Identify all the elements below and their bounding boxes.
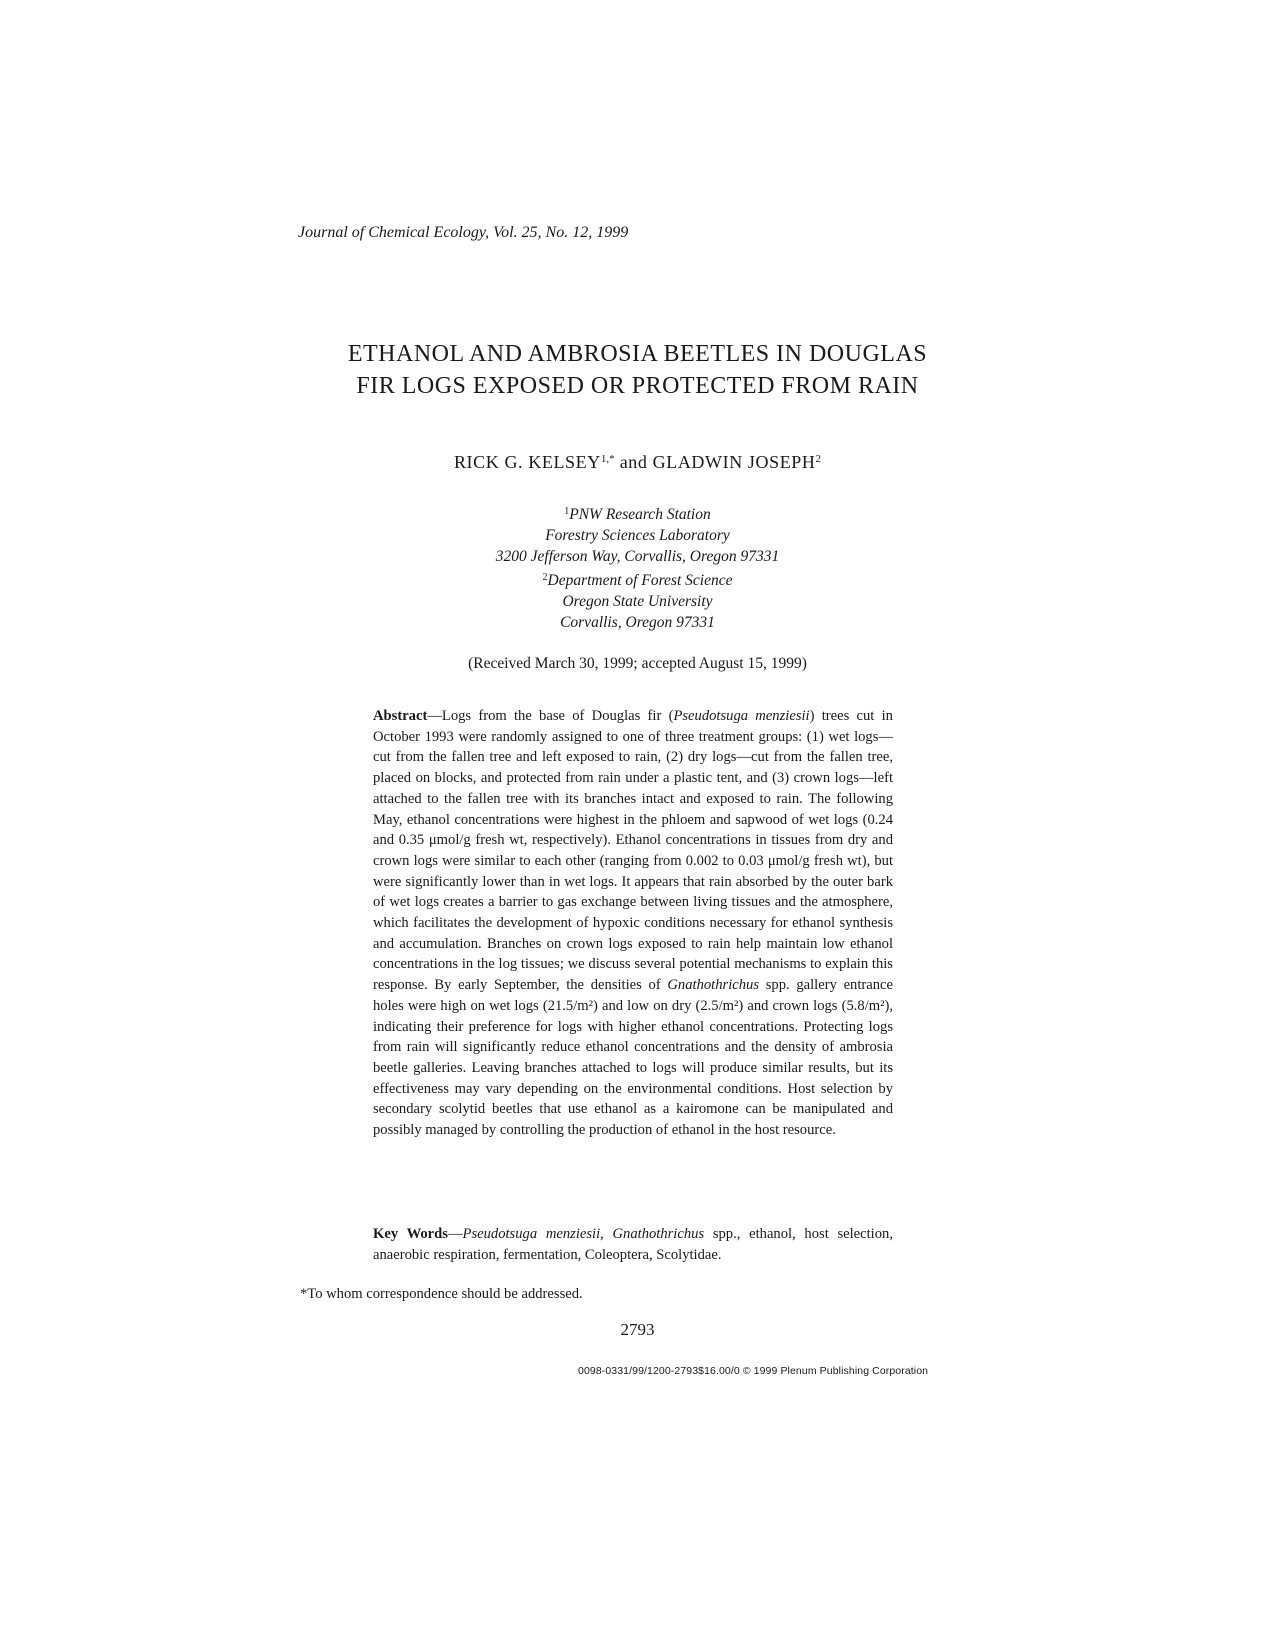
author-2-mark: 2	[815, 453, 822, 465]
author-list	[0, 452, 1275, 473]
affiliation-1-line-3: 3200 Jefferson Way, Corvallis, Oregon 97331	[495, 548, 780, 565]
affiliation-1-mark: 1	[564, 506, 570, 517]
keywords-rest: spp., ethanol, host selection, anaerobic respiration, fermentation, Coleoptera, Scolytidae.	[373, 1226, 893, 1263]
author-name-1: RICK G. KELSEY	[453, 452, 601, 472]
abstract	[373, 706, 893, 1141]
keyword-1: Pseudotsuga menziesii	[462, 1226, 601, 1242]
keywords-dash: —	[447, 1226, 463, 1242]
affiliation-1-line-2: Forestry Sciences Laboratory	[545, 527, 730, 544]
author-1-mark: 1,*	[600, 453, 615, 465]
abstract-text-1: Logs from the base of Douglas fir (	[441, 708, 674, 724]
abstract-label: Abstract	[373, 708, 428, 724]
title-line-2: FIR LOGS EXPOSED OR PROTECTED FROM RAIN	[356, 373, 919, 399]
received-dates: (Received March 30, 1999; accepted August 15, 1999)	[468, 655, 807, 672]
affiliation-1-line-1: $^1$PNW Research Station	[564, 506, 711, 523]
keyword-separator: ,	[600, 1226, 613, 1242]
abstract-dash: —	[427, 708, 442, 724]
affiliations	[0, 501, 1275, 633]
correspondence-footnote: *To whom correspondence should be addressed.	[300, 1286, 583, 1302]
page-number: 2793	[620, 1320, 655, 1339]
keyword-2: Gnathothrichus	[612, 1226, 705, 1242]
affiliation-2-mark: 2	[542, 572, 548, 583]
journal-citation: Journal of Chemical Ecology, Vol. 25, No. 12, 1999	[298, 224, 629, 241]
abstract-species-1: Pseudotsuga menziesii	[673, 708, 810, 724]
keywords	[373, 1224, 893, 1265]
title-line-1: ETHANOL AND AMBROSIA BEETLES IN DOUGLAS	[347, 341, 928, 367]
abstract-text-2: ) trees cut in October 1993 were randomly assigned to one of three treatment groups: (1) wet logs—cut from the fallen tree and left exposed to rain, (2) dry logs—cut from the fallen tree, placed on blocks, and protected from rain under a plastic tent, and (3) crown logs—left attached to the fallen tree with its branches intact and exposed to rain. The following May, ethanol concentrations were highest in the phloem and sapwood of wet logs (0.24 and 0.35 μmol/g fresh wt, respectively). Ethanol concentrations in tissues from dry and crown logs were similar to each other (ranging from 0.002 to 0.03 μmol/g fresh wt), but were significantly lower than in wet logs. It appears that rain absorbed by the outer bark of wet logs creates a barrier to gas exchange between living tissues and the atmosphere, which facilitates the development of hypoxic conditions necessary for ethanol synthesis and accumulation. Branches on crown logs exposed to rain help maintain low ethanol concentrations in the log tissues; we discuss several potential mechanisms to explain this response. By early September, the densities of	[373, 708, 893, 994]
author-conjunction: and	[619, 452, 648, 472]
keywords-label: Key Words	[373, 1226, 448, 1242]
abstract-text-3: spp. gallery entrance holes were high on wet logs (21.5/m²) and low on dry (2.5/m²) and crown logs (5.8/m²), indicating their preference for logs with higher ethanol concentrations. Protecting logs from rain will significantly reduce ethanol concentrations and the density of ambrosia beetle galleries. Leaving branches attached to logs will produce similar results, but its effectiveness may vary depending on the environmental conditions. Host selection by secondary scolytid beetles that use ethanol as a kairomone can be manipulated and possibly managed by controlling the production of ethanol in the host resource.	[373, 977, 893, 1139]
affiliation-2-line-2: Oregon State University	[562, 593, 713, 610]
abstract-species-2: Gnathothrichus	[667, 977, 760, 994]
affiliation-2-line-3: Corvallis, Oregon 97331	[560, 614, 715, 631]
author-name-2: GLADWIN JOSEPH	[652, 452, 816, 472]
affiliation-2-line-1: $^2$Department of Forest Science	[542, 572, 733, 589]
article-title	[0, 338, 1275, 402]
copyright-line: 0098-0331/99/1200-2793$16.00/0 © 1999 Plenum Publishing Corporation	[578, 1365, 929, 1377]
